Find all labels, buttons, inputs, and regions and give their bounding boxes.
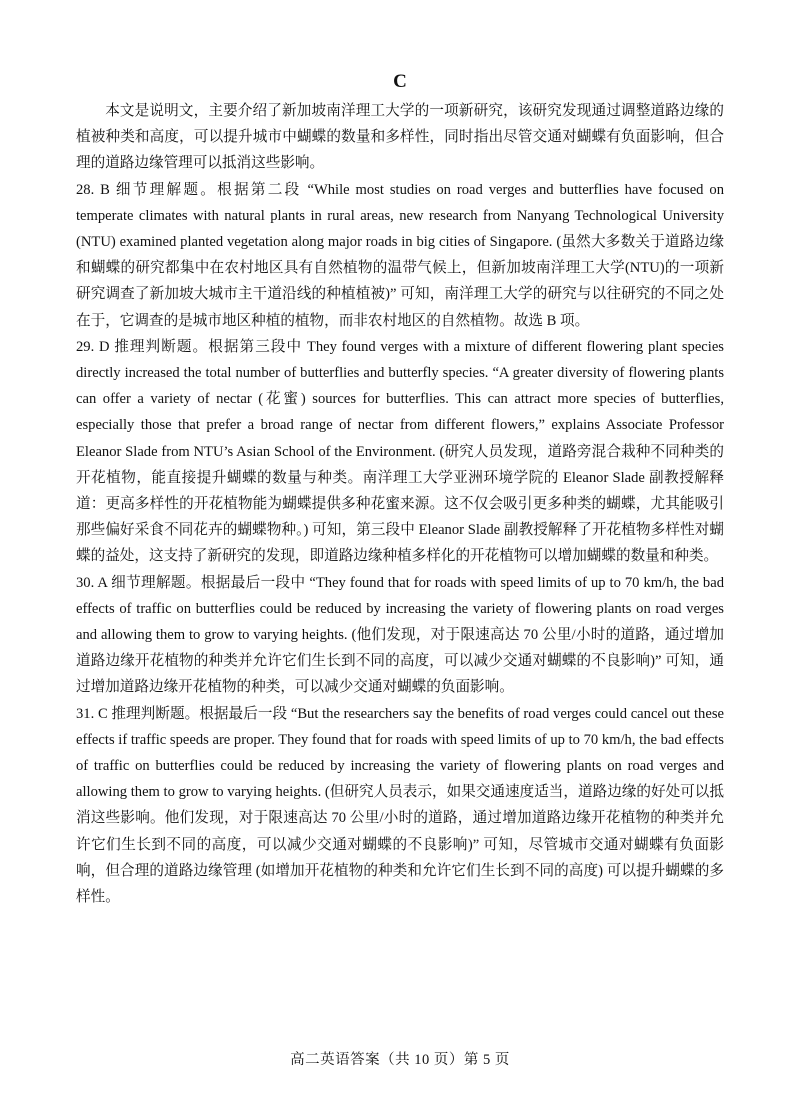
question-28-body: 根据第二段 “While most studies on road verges and butterflies have focused on temperate climates with natural plants in rural areas, new research from Nanyang Technological University (NTU) examined planted vegetation along major roads in big cities of Singapore. (虽然大多数关于道路边缘和蝴蝶的研究都集中在农村地区具有自然植物的温带气候上，但新加坡南洋理工大学(NTU)的一项新研究调查了新加坡大城市主干道沿线的种植植被)” 可知，南洋理工大学的研究与以往研究的不同之处在于，它调查的是城市地区种植的植物，而非农村地区的自然植物。故选 B 项。 xyxy=(76,181,724,329)
intro-paragraph: 本文是说明文，主要介绍了新加坡南洋理工大学的一项新研究，该研究发现通过调整道路边缘的植被种类和高度，可以提升城市中蝴蝶的数量和多样性，同时指出尽管交通对蝴蝶有负面影响，但合理的道路边缘管理可以抵消这些影响。 xyxy=(76,103,724,172)
question-29 xyxy=(76,334,724,570)
question-30-head: 30. A 细节理解题。 xyxy=(76,574,201,591)
section-label: C xyxy=(393,71,407,92)
question-31-head: 31. C 推理判断题。 xyxy=(76,705,200,722)
question-28 xyxy=(76,177,724,334)
question-31-body: 根据最后一段 “But the researchers say the benefits of road verges could cancel out these effects if traffic speeds are proper. They found that for roads with speed limits of up to 70 km/h, the bad effects of traffic on butterflies could be reduced by increasing the variety of flowering plants on road verges and allowing them to grow to varying heights. (但研究人员表示，如果交通速度适当，道路边缘的好处可以抵消这些影响。他们发现，对于限速高达 70 公里/小时的道路，通过增加道路边缘开花植物的种类并允许它们生长到不同的高度，可以减少交通对蝴蝶的不良影响)” 可知，尽管城市交通对蝴蝶有负面影响，但合理的道路边缘管理 (如增加开花植物的种类和允许它们生长到不同的高度) 可以提升蝴蝶的多样性。 xyxy=(76,705,724,906)
question-31 xyxy=(76,701,724,911)
question-30 xyxy=(76,570,724,701)
question-30-body: 根据最后一段中 “They found that for roads with speed limits of up to 70 km/h, the bad effects of traffic on butterflies could be reduced by increasing the variety of flowering plants on road verges and allowing them to grow to varying heights. (他们发现，对于限速高达 70 公里/小时的道路，通过增加道路边缘开花植物的种类并允许它们生长到不同的高度，可以减少交通对蝴蝶的不良影响)” 可知，通过增加道路边缘开花植物的种类，可以减少交通对蝴蝶的负面影响。 xyxy=(76,574,725,696)
question-29-head: 29. D 推理判断题。 xyxy=(76,338,209,355)
answer-body xyxy=(76,98,724,910)
question-28-head: 28. B 细节理解题。 xyxy=(76,181,218,198)
page-footer: 高二英语答案（共 10 页）第 5 页 xyxy=(290,1052,510,1068)
question-29-body: 根据第三段中 They found verges with a mixture of different flowering plant species directly increased the total number of butterflies and butterfly species. “A greater diversity of flowering plants can offer a variety of nectar (花蜜) sources for butterflies. This can attract more species of butterflies, especially those that prefer a broad range of nectar from different flowers,” explains Associate Professor Eleanor Slade from NTU’s Asian School of the Environment. (研究人员发现，道路旁混合栽种不同种类的开花植物，能直接提升蝴蝶的数量与种类。南洋理工大学亚洲环境学院的 Eleanor Slade 副教授解释道：更高多样性的开花植物能为蝴蝶提供多种花蜜来源。这不仅会吸引更多种类的蝴蝶，尤其能吸引那些偏好采食不同花卉的蝴蝶物种。) 可知，第三段中 Eleanor Slade 副教授解释了开花植物多样性对蝴蝶的益处，这支持了新研究的发现，即道路边缘种植多样化的开花植物可以增加蝴蝶的数量和种类。 xyxy=(76,338,724,565)
